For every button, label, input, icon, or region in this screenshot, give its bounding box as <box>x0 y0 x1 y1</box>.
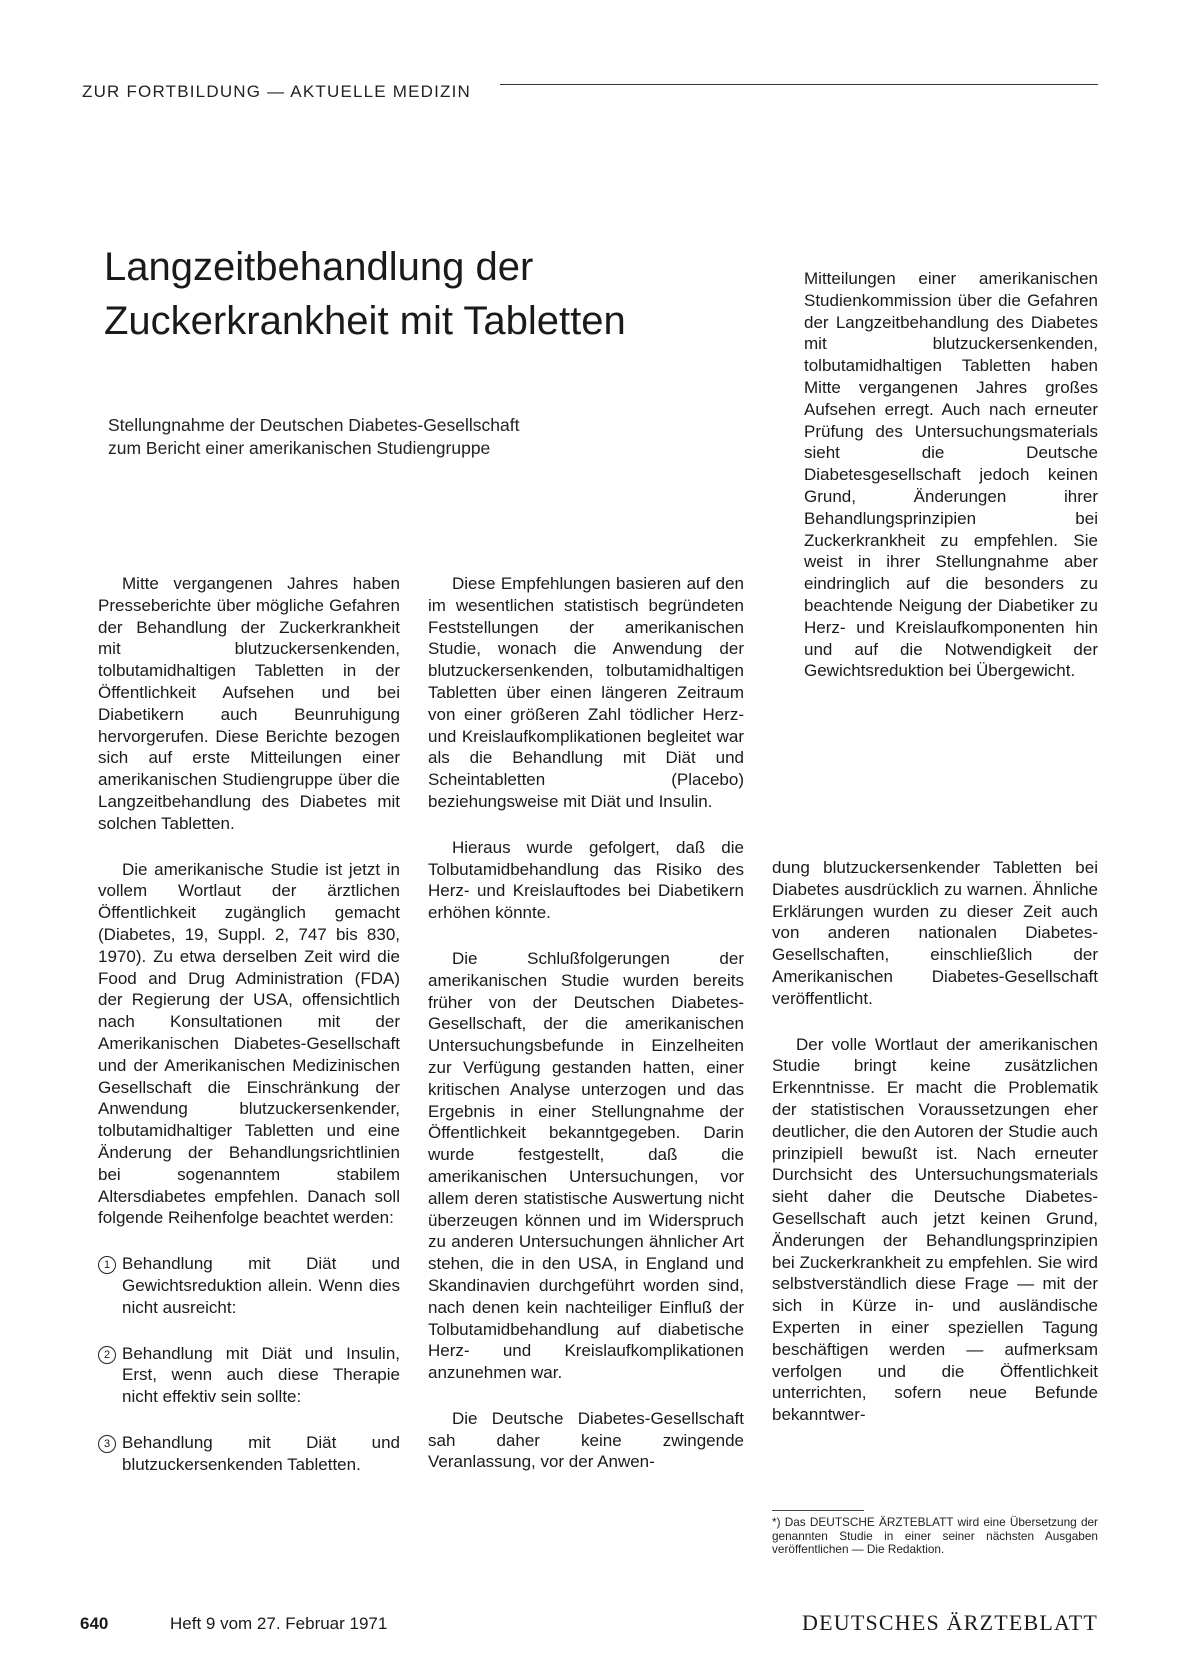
column-2 <box>428 573 744 1497</box>
section-header: ZUR FORTBILDUNG — AKTUELLE MEDIZIN <box>82 82 472 101</box>
footnote-rule <box>772 1510 864 1511</box>
paragraph: Mitte vergangenen Jahres haben Presseberichte über mögliche Gefahren der Behandlung der Zuckerkrankheit mit blutzuckersenkenden, tolbutamidhaltigen Tabletten in der Öffentlichkeit Aufsehen und bei Diabetikern auch Beunruhigung hervorgerufen. Diese Berichte bezogen sich auf erste Mitteilungen einer amerikanischen Studiengruppe über die Langzeitbehandlung des Diabetes mit solchen Tabletten. <box>98 574 400 833</box>
list-item <box>98 1432 400 1476</box>
paragraph: Die amerikanische Studie ist jetzt in vollem Wortlaut der ärztlichen Öffentlichkeit zugänglich gemacht (Diabetes, 19, Suppl. 2, 747 bis 830, 1970). Zu etwa derselben Zeit wird die Food and Drug Administration (FDA) der Regierung der USA, offensichtlich nach Konsultationen mit der Amerikanischen Diabetes-Gesellschaft und der Amerikanischen Medizinischen Gesellschaft die Einschränkung der Anwendung blutzuckersenkender, tolbutamidhaltiger Tabletten und eine Änderung der Behandlungsrichtlinien bei sogenanntem stabilem Altersdiabetes empfehlen. Danach soll folgende Reihenfolge beachtet werden: <box>98 859 400 1228</box>
paragraph: Der volle Wortlaut der amerikanischen Studie bringt keine zusätzlichen Erkenntnisse. Er macht die Problematik der statistischen Voraussetzungen eher deutlicher, die den Autoren der Studie auch prinzipiell bewußt ist. Nach erneuter Durchsicht des Untersuchungsmaterials sieht daher die Deutsche Diabetes-Gesellschaft auch jetzt keinen Grund, Änderungen der Behandlungsprinzipien bei Zuckerkrankheit zu empfehlen. Sie wird selbstverständlich diese Frage — mit der sich in Kürze in- und ausländische Experten in einer speziellen Tagung beschäftigen werden — aufmerksam verfolgen und die Öffentlichkeit unterrichten, sofern neue Befunde bekanntwer- <box>772 1034 1098 1425</box>
paragraph: Diese Empfehlungen basieren auf den im wesentlichen statistisch begründeten Feststellungen der amerikanischen Studie, wonach die Anwendung der blutzuckersenkenden, tolbutamidhaltigen Tabletten über einen längeren Zeitraum von einer größeren Zahl tödlicher Herz- und Kreislaufkomplikationen begleitet war als die Behandlung mit Diät und Scheintabletten (Placebo) beziehungsweise mit Diät und Insulin. <box>428 574 744 811</box>
list-item-text: Behandlung mit Diät und Gewichtsreduktion allein. Wenn dies nicht ausreicht: <box>122 1254 400 1317</box>
article-title <box>104 240 744 348</box>
footnote: *) Das DEUTSCHE ÄRZTEBLATT wird eine Übersetzung der genannten Studie in einer seiner nächsten Ausgaben veröffentlichen — Die Redaktion. <box>772 1515 1098 1556</box>
issue-info: Heft 9 vom 27. Februar 1971 <box>170 1614 388 1633</box>
title-line-2: Zuckerkrankheit mit Tabletten <box>104 299 626 343</box>
circled-number: 3 <box>98 1432 122 1476</box>
column-1 <box>98 573 400 1499</box>
circled-number: 1 <box>98 1253 122 1318</box>
header-rule <box>500 84 1098 85</box>
intro-box <box>804 268 1098 706</box>
list-item <box>98 1253 400 1318</box>
intro-text: Mitteilungen einer amerikanischen Studienkommission über die Gefahren der Langzeitbehandlung des Diabetes mit blutzuckersenkenden, tolbutamidhaltigen Tabletten haben Mitte vergangenen Jahres großes Aufsehen erregt. Auch nach erneuter Prüfung des Untersuchungsmaterials sieht die Deutsche Diabetesgesellschaft jedoch keinen Grund, Änderungen ihrer Behandlungsprinzipien bei Zuckerkrankheit zu empfehlen. Sie weist in ihrer Stellungnahme aber eindringlich auf die besonders zu beachtende Neigung der Diabetiker zu Herz- und Kreislaufkomponenten hin und auf die Notwendigkeit der Gewichtsreduktion bei Übergewicht. <box>804 269 1098 681</box>
circled-number: 2 <box>98 1343 122 1408</box>
list-item <box>98 1343 400 1408</box>
page-number: 640 <box>80 1614 109 1633</box>
paragraph: Die Deutsche Diabetes-Gesellschaft sah daher keine zwingende Veranlassung, vor der Anwen- <box>428 1408 744 1472</box>
paragraph: Hieraus wurde gefolgert, daß die Tolbutamidbehandlung das Risiko des Herz- und Kreislauftodes bei Diabetikern erhöhen könnte. <box>428 837 744 923</box>
article-subtitle <box>108 414 648 460</box>
list-item-text: Behandlung mit Diät und blutzuckersenkenden Tabletten. <box>122 1432 400 1474</box>
title-line-1: Langzeitbehandlung der <box>104 245 534 289</box>
list-item-text: Behandlung mit Diät und Insulin, Erst, wenn auch diese Therapie nicht effektiv sein sollte: <box>122 1343 400 1407</box>
subtitle-line-2: zum Bericht einer amerikanischen Studiengruppe <box>108 438 491 458</box>
journal-name: DEUTSCHES ÄRZTEBLATT <box>802 1610 1098 1635</box>
paragraph: dung blutzuckersenkender Tabletten bei Diabetes ausdrücklich zu warnen. Ähnliche Erklärungen wurden zu dieser Zeit auch von anderen nationalen Diabetes-Gesellschaften, einschließlich der Amerikanischen Diabetes-Gesellschaft veröffentlicht. <box>772 858 1098 1008</box>
column-3 <box>772 857 1098 1450</box>
paragraph: Die Schlußfolgerungen der amerikanischen Studie wurden bereits früher von der Deutschen Diabetes-Gesellschaft, der die amerikanischen Untersuchungsbefunde in Einzelheiten zur Verfügung gestanden hatten, einer kritischen Analyse unterzogen und das Ergebnis in einer Stellungnahme der Öffentlichkeit bekanntgegeben. Darin wurde festgestellt, daß die amerikanischen Untersuchungen, vor allem deren statistische Auswertung nicht überzeugen können und im Widerspruch zu anderen Untersuchungen ähnlicher Art stehen, die in den USA, in England und Skandinavien durchgeführt worden sind, nach denen kein nachteiliger Einfluß der Tolbutamidbehandlung auf diabetische Herz- und Kreislaufkomplikationen anzunehmen war. <box>428 948 744 1383</box>
subtitle-line-1: Stellungnahme der Deutschen Diabetes-Gesellschaft <box>108 415 520 435</box>
